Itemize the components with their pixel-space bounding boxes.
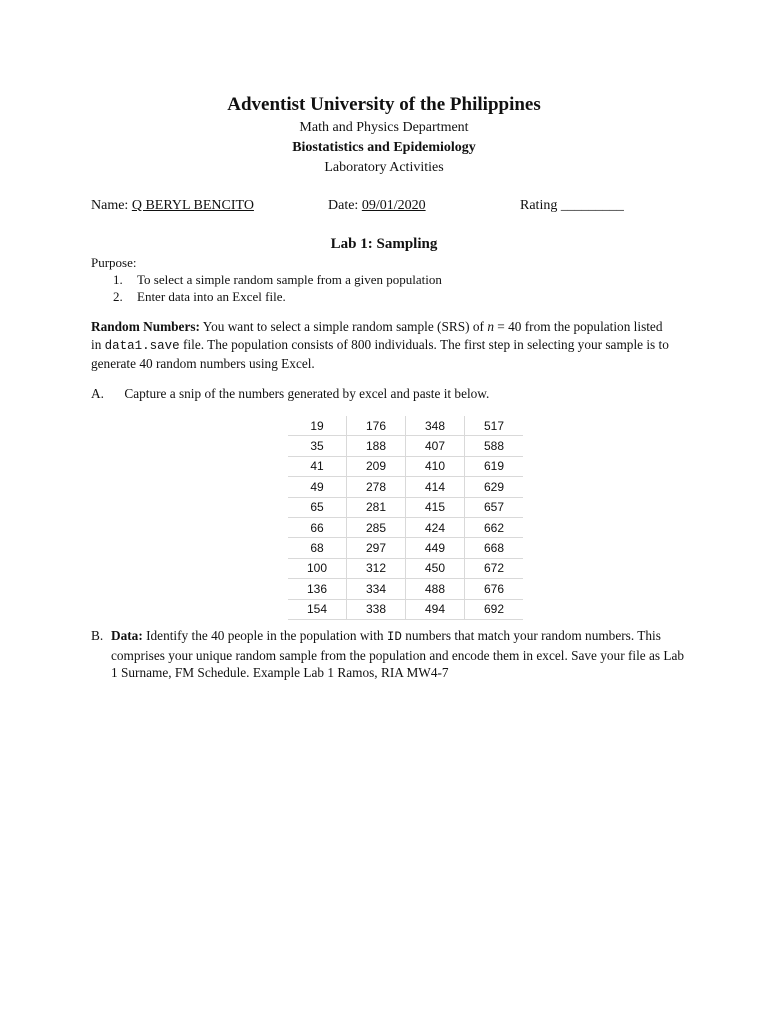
table-row bbox=[288, 517, 523, 537]
table-row bbox=[288, 599, 523, 619]
table-row bbox=[288, 538, 523, 558]
table-cell: 136 bbox=[288, 579, 347, 599]
table-cell: 188 bbox=[347, 436, 406, 456]
item-a bbox=[91, 385, 489, 402]
table-cell: 629 bbox=[465, 477, 524, 497]
paragraph-text: file. The population consists of 800 individuals. The first step in selecting your sample is to generate 40 random numbers using Excel. bbox=[91, 336, 669, 371]
name-label: Name: bbox=[91, 198, 129, 213]
table-cell: 297 bbox=[347, 538, 406, 558]
list-item bbox=[91, 288, 442, 305]
table-cell: 588 bbox=[465, 436, 524, 456]
item-a-text: Capture a snip of the numbers generated by excel and paste it below. bbox=[124, 386, 490, 401]
table-cell: 657 bbox=[465, 497, 524, 517]
item-b bbox=[91, 627, 691, 682]
table-cell: 41 bbox=[288, 456, 347, 476]
table-row bbox=[288, 497, 523, 517]
table-row bbox=[288, 436, 523, 456]
date-label: Date: bbox=[328, 198, 359, 213]
table-row bbox=[288, 558, 523, 578]
table-cell: 662 bbox=[465, 517, 524, 537]
random-numbers-paragraph bbox=[91, 318, 676, 373]
item-b-text: numbers that match your random numbers. This comprises your unique random sample from the population and encode them in excel. Save your file as Lab 1 Surname, FM Schedule. Example Lab 1 Ramos, RIA MW4-7 bbox=[111, 628, 685, 680]
data-filename: data1.save bbox=[104, 338, 180, 353]
table-cell: 209 bbox=[347, 456, 406, 476]
table-cell: 285 bbox=[347, 517, 406, 537]
list-text: Enter data into an Excel file. bbox=[137, 289, 286, 304]
table-cell: 35 bbox=[288, 436, 347, 456]
table-cell: 450 bbox=[406, 558, 465, 578]
purpose-list bbox=[91, 271, 442, 305]
list-number: 2. bbox=[113, 289, 123, 304]
table-cell: 414 bbox=[406, 477, 465, 497]
table-cell: 19 bbox=[288, 416, 347, 436]
table-cell: 619 bbox=[465, 456, 524, 476]
table-cell: 338 bbox=[347, 599, 406, 619]
table-cell: 49 bbox=[288, 477, 347, 497]
student-info-row bbox=[91, 197, 254, 215]
university-title: Adventist University of the Philippines bbox=[227, 94, 541, 115]
excel-snip-image bbox=[288, 416, 523, 620]
table-cell: 415 bbox=[406, 497, 465, 517]
list-item bbox=[91, 271, 442, 288]
table-cell: 348 bbox=[406, 416, 465, 436]
date-value: 09/01/2020 bbox=[361, 198, 426, 213]
rating-blank: _________ bbox=[560, 198, 624, 213]
department-line: Math and Physics Department bbox=[299, 120, 469, 135]
table-cell: 672 bbox=[465, 558, 524, 578]
table-cell: 494 bbox=[406, 599, 465, 619]
table-cell: 334 bbox=[347, 579, 406, 599]
table-cell: 154 bbox=[288, 599, 347, 619]
table-cell: 407 bbox=[406, 436, 465, 456]
table-cell: 692 bbox=[465, 599, 524, 619]
table-row bbox=[288, 579, 523, 599]
table-cell: 176 bbox=[347, 416, 406, 436]
activities-line: Laboratory Activities bbox=[324, 160, 444, 175]
table-row bbox=[288, 456, 523, 476]
lab-title: Lab 1: Sampling bbox=[330, 236, 438, 252]
list-text: To select a simple random sample from a given population bbox=[137, 272, 442, 287]
id-word: ID bbox=[386, 630, 402, 644]
table-cell: 517 bbox=[465, 416, 524, 436]
n-variable: n bbox=[487, 319, 494, 334]
table-cell: 312 bbox=[347, 558, 406, 578]
name-value: Q BERYL BENCITO bbox=[131, 198, 254, 213]
table-cell: 449 bbox=[406, 538, 465, 558]
paragraph-text: = 40 from the population listed in bbox=[91, 319, 663, 352]
paragraph-text: You want to select a simple random sample (SRS) of bbox=[199, 319, 488, 334]
table-cell: 68 bbox=[288, 538, 347, 558]
table-cell: 66 bbox=[288, 517, 347, 537]
table-cell: 668 bbox=[465, 538, 524, 558]
table-cell: 488 bbox=[406, 579, 465, 599]
rating-label: Rating bbox=[520, 198, 558, 213]
list-number: 1. bbox=[113, 272, 123, 287]
random-numbers-label: Random Numbers: bbox=[91, 319, 200, 334]
rating-field bbox=[520, 197, 624, 215]
random-numbers-table bbox=[288, 416, 523, 620]
table-row bbox=[288, 477, 523, 497]
table-cell: 278 bbox=[347, 477, 406, 497]
table-cell: 65 bbox=[288, 497, 347, 517]
course-line: Biostatistics and Epidemiology bbox=[292, 140, 476, 155]
item-b-label: B. bbox=[91, 628, 104, 643]
item-a-label: A. bbox=[91, 386, 104, 401]
table-cell: 281 bbox=[347, 497, 406, 517]
table-row bbox=[288, 416, 523, 436]
purpose-label: Purpose: bbox=[91, 255, 137, 270]
data-label: Data: bbox=[111, 628, 143, 643]
purpose-section bbox=[91, 254, 442, 305]
table-cell: 424 bbox=[406, 517, 465, 537]
table-cell: 676 bbox=[465, 579, 524, 599]
table-cell: 100 bbox=[288, 558, 347, 578]
item-b-text: Identify the 40 people in the population with bbox=[142, 628, 387, 643]
date-field bbox=[328, 197, 426, 215]
table-cell: 410 bbox=[406, 456, 465, 476]
